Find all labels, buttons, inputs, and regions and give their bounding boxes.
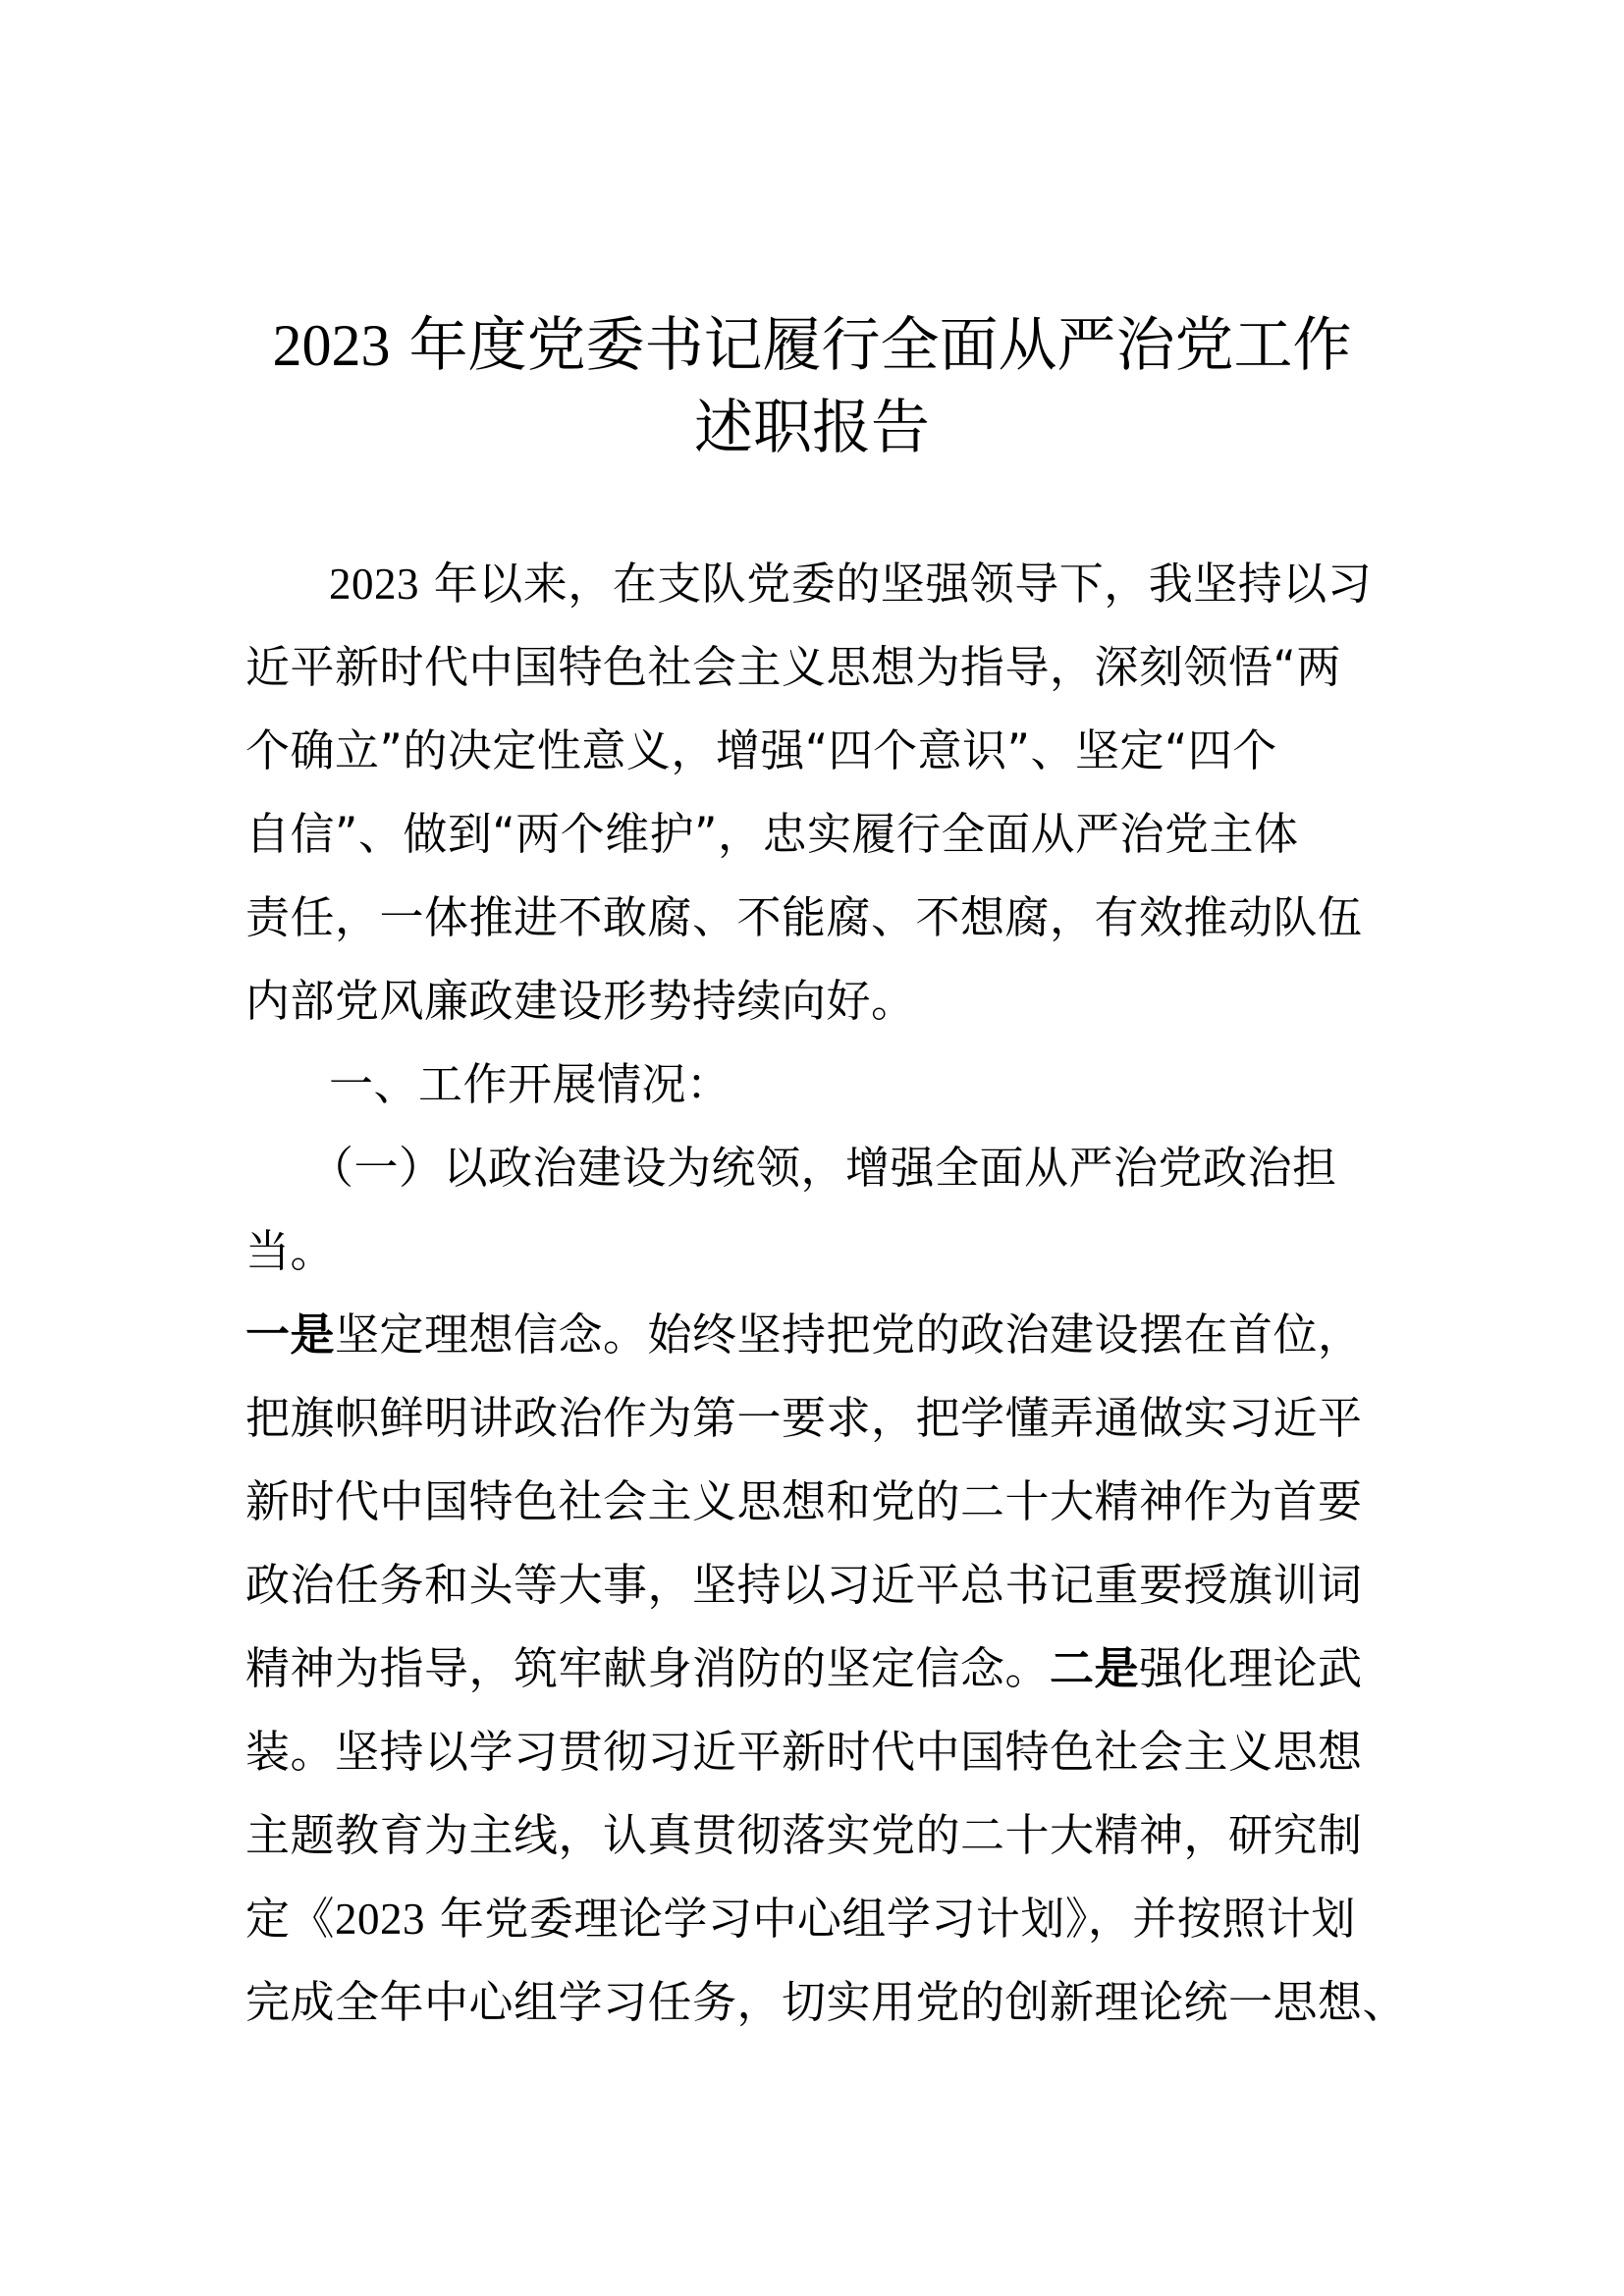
paragraph-2-line-9: 完成全年中心组学习任务，切实用党的创新理论统一思想、 [245,1976,1408,2028]
paragraph-1-line-3: 个确立”的决定性意义，增强“四个意识”、坚定“四个 [245,724,1277,776]
paragraph-text: 强化理论武 [1139,1642,1363,1694]
paragraph-text: 定《 [245,1893,336,1945]
document-title-line-1 [0,306,1624,385]
paragraph-text: 年以来，在支队党委的坚强领导下，我坚持以习 [419,558,1373,610]
paragraph-1-line-2: 近平新时代中国特色社会主义思想为指导，深刻领悟“两 [245,641,1341,693]
paragraph-text: 精神为指导，筑牢献身消防的坚定信念。 [245,1642,1051,1694]
year-number: 2023 [335,1895,426,1944]
title-year: 2023 [272,313,391,378]
paragraph-1-line-4: 自信”、做到“两个维护”，忠实履行全面从严治党主体 [245,808,1299,860]
paragraph-2-line-1 [245,1306,1404,1364]
paragraph-2-line-4: 政治任务和头等大事，坚持以习近平总书记重要授旗训词 [245,1559,1363,1611]
title-text: 年度党委书记履行全面从严治党工作 [390,311,1352,380]
paragraph-text: 年党委理论学习中心组学习计划》，并按照计划 [425,1893,1356,1945]
paragraph-1-line-6: 内部党风廉政建设形势持续向好。 [245,975,916,1027]
subheading-1-line-1: （一）以政治建设为统领，增强全面从严治党政治担 [309,1142,1337,1194]
paragraph-1-line-1 [329,555,1488,614]
bold-lead-1: 一是 [245,1308,336,1361]
paragraph-2-line-5 [245,1639,1404,1698]
document-title-line-2: 述职报告 [694,394,930,462]
paragraph-2-line-2: 把旗帜鲜明讲政治作为第一要求，把学懂弄通做实习近平 [245,1392,1363,1444]
year-number: 2023 [329,560,419,609]
paragraph-2-line-6: 装。坚持以学习贯彻习近平新时代中国特色社会主义思想 [245,1726,1363,1778]
bold-lead-2: 二是 [1050,1642,1140,1694]
section-heading-1: 一、工作开展情况： [329,1058,731,1110]
paragraph-1-line-5: 责任，一体推进不敢腐、不能腐、不想腐，有效推动队伍 [245,891,1363,943]
paragraph-text: 坚定理想信念。始终坚持把党的政治建设摆在首位， [335,1308,1363,1361]
subheading-1-line-2: 当。 [245,1225,336,1277]
paragraph-2-line-3: 新时代中国特色社会主义思想和党的二十大精神作为首要 [245,1475,1363,1527]
paragraph-2-line-8 [245,1890,1404,1949]
paragraph-2-line-7: 主题教育为主线，认真贯彻落实党的二十大精神，研究制 [245,1809,1363,1861]
